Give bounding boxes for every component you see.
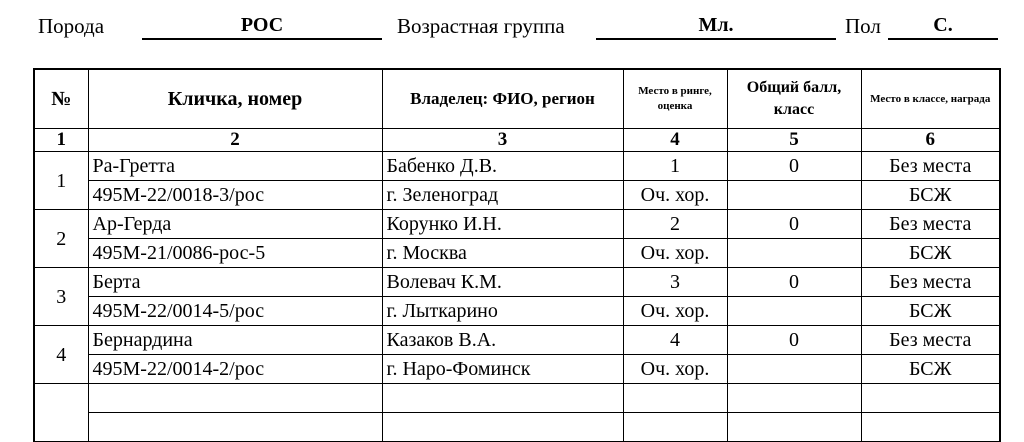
entry-number: 2	[34, 210, 88, 268]
ring-place: 1	[623, 152, 727, 181]
ring-grade: Оч. хор.	[623, 355, 727, 384]
entry-number: 4	[34, 326, 88, 384]
award: БСЖ	[861, 239, 1000, 268]
entry-number	[34, 384, 88, 442]
owner-name	[382, 384, 623, 413]
owner-region: г. Москва	[382, 239, 623, 268]
dog-name: Ра-Гретта	[88, 152, 382, 181]
sex-value: С.	[933, 14, 953, 36]
dog-number	[88, 413, 382, 442]
total-score: 0	[727, 326, 861, 355]
results-table	[33, 68, 1001, 442]
score-class	[727, 181, 861, 210]
age-group-underline	[596, 38, 836, 40]
ring-grade: Оч. хор.	[623, 297, 727, 326]
ring-place: 2	[623, 210, 727, 239]
total-score: 0	[727, 268, 861, 297]
class-place: Без места	[861, 210, 1000, 239]
award	[861, 413, 1000, 442]
column-number: 4	[623, 129, 727, 152]
column-header-number: №	[34, 69, 88, 129]
ring-grade	[623, 413, 727, 442]
age-group-value: Мл.	[698, 14, 734, 36]
owner-name: Казаков В.А.	[382, 326, 623, 355]
column-header-class-place: Место в классе, награда	[861, 69, 1000, 129]
dog-name: Ар-Герда	[88, 210, 382, 239]
column-number: 6	[861, 129, 1000, 152]
table-row	[34, 268, 1000, 297]
column-number: 1	[34, 129, 88, 152]
table-row	[34, 181, 1000, 210]
column-number: 5	[727, 129, 861, 152]
award: БСЖ	[861, 297, 1000, 326]
entry-number: 3	[34, 268, 88, 326]
ring-grade: Оч. хор.	[623, 239, 727, 268]
award: БСЖ	[861, 355, 1000, 384]
table-row	[34, 355, 1000, 384]
dog-number: 495М-22/0014-5/рос	[88, 297, 382, 326]
ring-grade: Оч. хор.	[623, 181, 727, 210]
dog-name: Берта	[88, 268, 382, 297]
owner-region: г. Зеленоград	[382, 181, 623, 210]
dog-name	[88, 384, 382, 413]
column-number: 2	[88, 129, 382, 152]
dog-name: Бернардина	[88, 326, 382, 355]
class-place: Без места	[861, 268, 1000, 297]
dog-number: 495М-22/0018-3/рос	[88, 181, 382, 210]
ring-place: 3	[623, 268, 727, 297]
score-class	[727, 239, 861, 268]
breed-value: РОС	[240, 14, 284, 36]
sex-underline	[888, 38, 998, 40]
class-place: Без места	[861, 152, 1000, 181]
column-number: 3	[382, 129, 623, 152]
class-place	[861, 384, 1000, 413]
ring-place: 4	[623, 326, 727, 355]
score-class	[727, 413, 861, 442]
owner-name: Волевач К.М.	[382, 268, 623, 297]
column-header-owner: Владелец: ФИО, регион	[382, 69, 623, 129]
table-header-row	[34, 69, 1000, 129]
class-place: Без места	[861, 326, 1000, 355]
age-group-label: Возрастная группа	[397, 14, 565, 38]
table-row	[34, 384, 1000, 413]
table-row	[34, 326, 1000, 355]
total-score: 0	[727, 152, 861, 181]
total-score: 0	[727, 210, 861, 239]
owner-region: г. Лыткарино	[382, 297, 623, 326]
owner-name: Бабенко Д.В.	[382, 152, 623, 181]
form-header	[0, 0, 1024, 60]
table-row	[34, 413, 1000, 442]
table-row	[34, 297, 1000, 326]
column-header-score: Общий балл, класс	[727, 69, 861, 129]
column-header-name: Кличка, номер	[88, 69, 382, 129]
dog-number: 495М-22/0014-2/рос	[88, 355, 382, 384]
dog-number: 495М-21/0086-рос-5	[88, 239, 382, 268]
score-class	[727, 355, 861, 384]
table-row	[34, 210, 1000, 239]
column-numbers-row	[34, 129, 1000, 152]
total-score	[727, 384, 861, 413]
entry-number: 1	[34, 152, 88, 210]
award: БСЖ	[861, 181, 1000, 210]
owner-name: Корунко И.Н.	[382, 210, 623, 239]
breed-underline	[142, 38, 382, 40]
column-header-ring-place: Место в ринге, оценка	[623, 69, 727, 129]
breed-label: Порода	[38, 14, 105, 38]
ring-place	[623, 384, 727, 413]
table-row	[34, 239, 1000, 268]
table-row	[34, 152, 1000, 181]
score-class	[727, 297, 861, 326]
owner-region	[382, 413, 623, 442]
owner-region: г. Наро-Фоминск	[382, 355, 623, 384]
sex-label: Пол	[845, 14, 881, 38]
